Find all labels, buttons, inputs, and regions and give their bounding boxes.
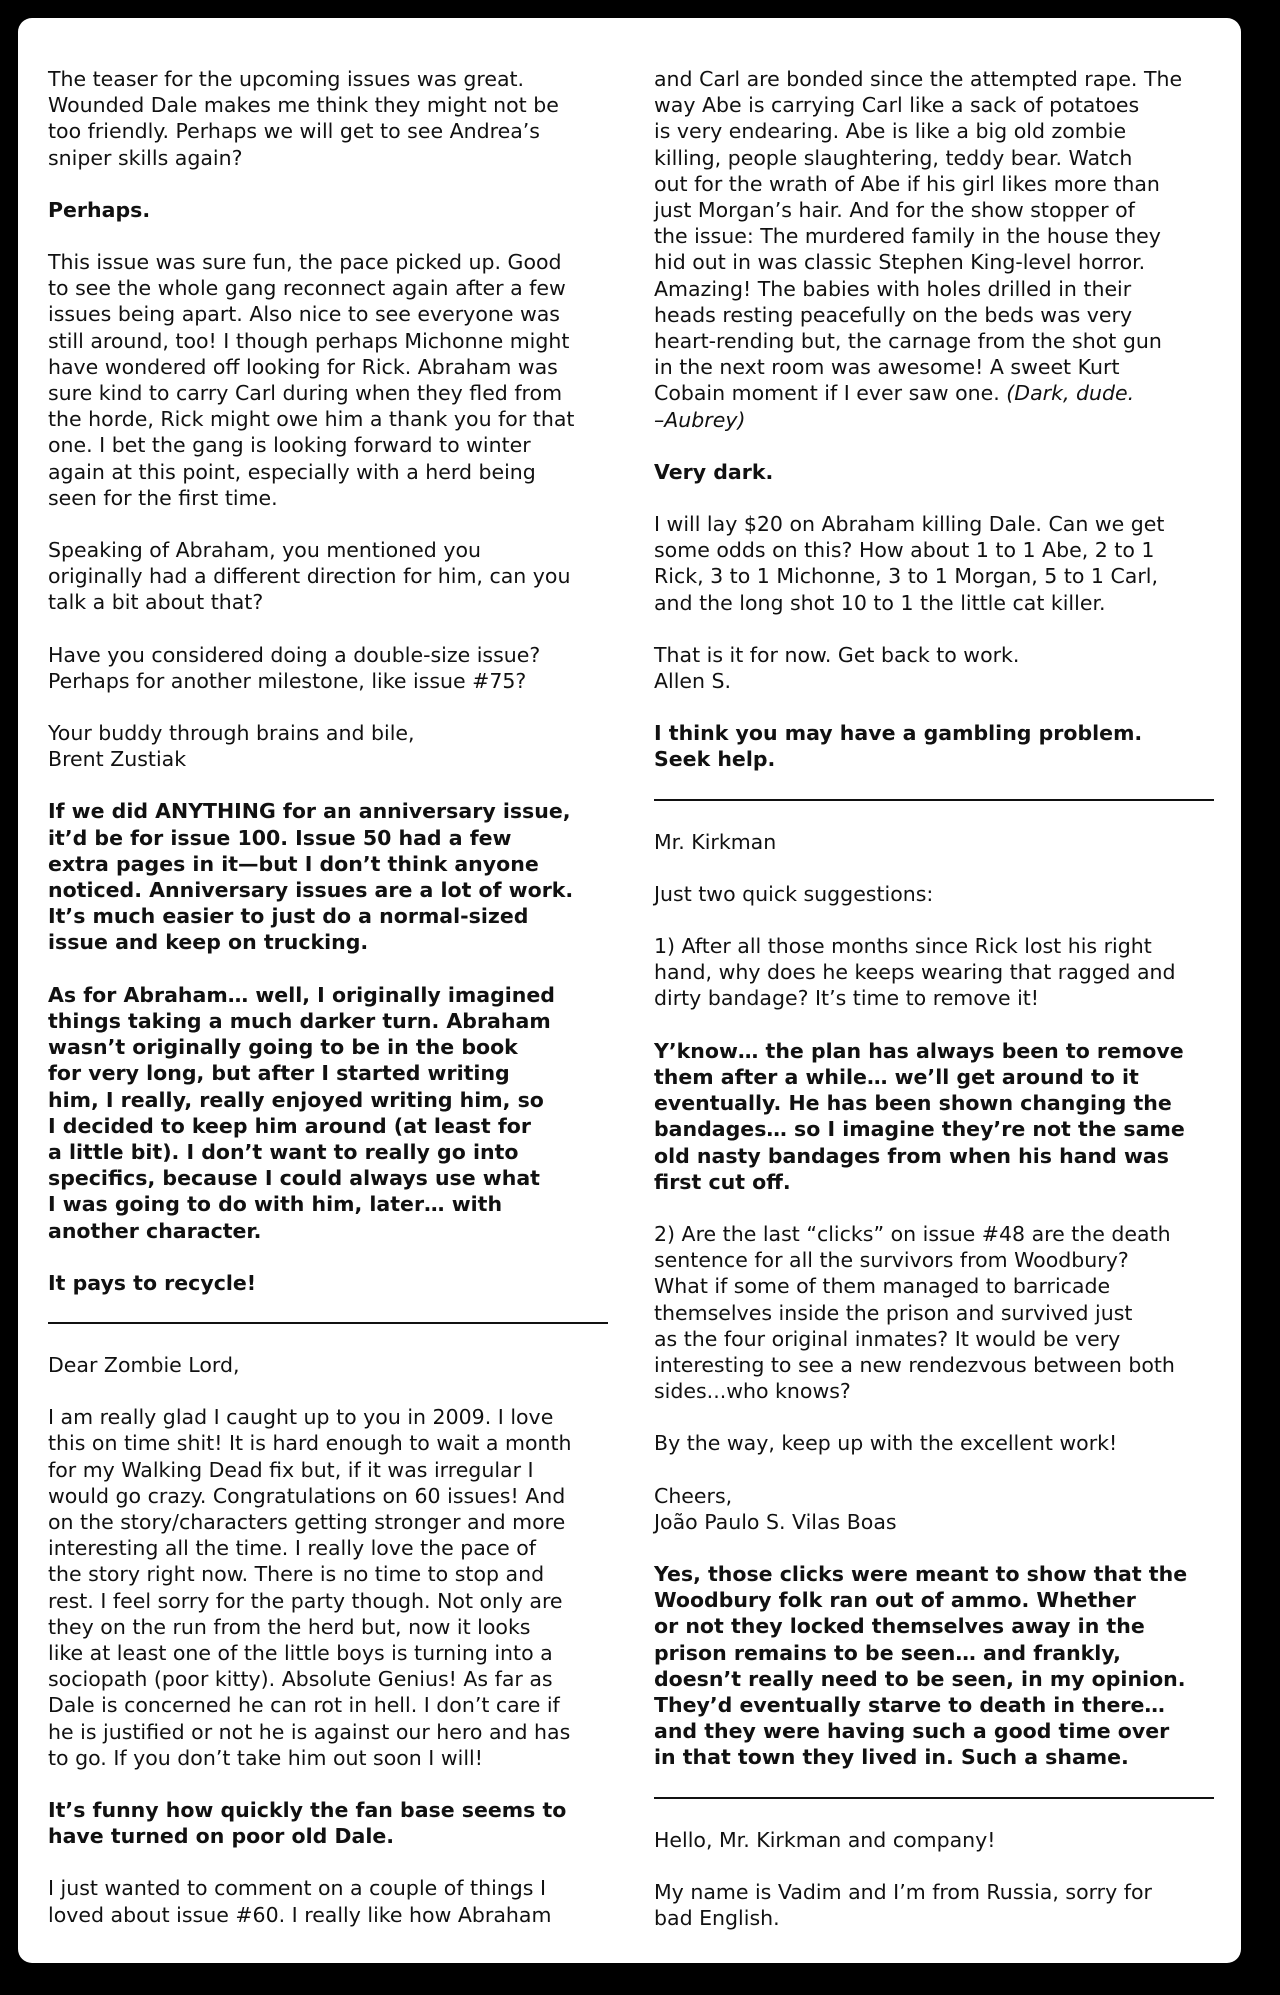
text-line: the horde, Rick might owe him a thank you for that xyxy=(48,407,575,432)
text-line: hid out in was classic Stephen King-level horror. xyxy=(654,250,1146,275)
text-line: the story right now. There is no time to stop and xyxy=(48,1562,545,1587)
text-line: issue and keep on trucking. xyxy=(48,930,369,955)
text-line: I was going to do with him, later… with xyxy=(48,1192,503,1217)
letter-signoff xyxy=(48,720,638,772)
text-line: is very endearing. Abe is like a big old zombie xyxy=(654,119,1127,144)
editor-reply xyxy=(48,1797,638,1849)
text-line: talk a bit about that? xyxy=(48,590,264,615)
text-line: 2) Are the last “clicks” on issue #48 are the death xyxy=(654,1221,1171,1246)
text-line: Perhaps for another milestone, like issue #75? xyxy=(48,668,527,693)
text-line: sniper skills again? xyxy=(48,145,243,170)
text-line: Cobain moment if I ever saw one. xyxy=(654,381,1000,406)
text-line: sociopath (poor kitty). Absolute Genius! As far as xyxy=(48,1667,553,1692)
text-line: sure kind to carry Carl during when they fled from xyxy=(48,381,563,406)
text-line: like at least one of the little boys is turning into a xyxy=(48,1640,553,1665)
text-line: rest. I feel sorry for the party though. Not only are xyxy=(48,1588,563,1613)
text-line: Cheers, xyxy=(654,1483,733,1508)
text-line: prison remains to be seen… and frankly, xyxy=(654,1640,1121,1665)
text-line: way Abe is carrying Carl like a sack of potatoes xyxy=(654,93,1140,118)
text-line: Seek help. xyxy=(654,747,776,772)
editor-reply xyxy=(48,798,638,955)
text-line: eventually. He has been shown changing the xyxy=(654,1091,1172,1116)
editor-reply: Perhaps. xyxy=(48,197,151,222)
text-line: That is it for now. Get back to work. xyxy=(654,642,1020,667)
text-line: they on the run from the herd but, now it looks xyxy=(48,1614,531,1639)
text-line: Woodbury folk ran out of ammo. Whether xyxy=(654,1588,1136,1613)
text-line: them after a while… we’ll get around to it xyxy=(654,1064,1139,1089)
text-line: to go. If you don’t take him out soon I will! xyxy=(48,1745,483,1770)
aside-text-italic: (Dark, dude. xyxy=(1006,381,1135,406)
text-line: sides...who knows? xyxy=(654,1379,851,1404)
text-line: Dale is concerned he can rot in hell. I don’t care if xyxy=(48,1693,560,1718)
text-line: João Paulo S. Vilas Boas xyxy=(654,1509,897,1534)
text-line: bad English. xyxy=(654,1905,780,1930)
text-line: wasn’t originally going to be in the book xyxy=(48,1035,518,1060)
text-line: Your buddy through brains and bile, xyxy=(48,721,415,746)
text-line: heart-rending but, the carnage from the shot gun xyxy=(654,329,1162,354)
aside-text xyxy=(1006,381,1134,405)
text-line: seen for the first time. xyxy=(48,485,278,510)
text-line: killing, people slaughtering, teddy bear. Watch xyxy=(654,145,1133,170)
text-line: on the story/characters getting stronger and more xyxy=(48,1509,566,1534)
text-line: another character. xyxy=(48,1218,262,1243)
letter-greeting: Dear Zombie Lord, xyxy=(48,1352,240,1377)
text-line: Allen S. xyxy=(654,669,732,694)
letter-signoff xyxy=(654,642,1234,694)
text-line: Amazing! The babies with holes drilled in their xyxy=(654,276,1132,301)
text-line: out for the wrath of Abe if his girl likes more than xyxy=(654,171,1160,196)
text-line: extra pages in it—but I don’t think anyone xyxy=(48,851,539,876)
text-line: It’s much easier to just do a normal-sized xyxy=(48,904,529,929)
text-line: originally had a different direction for him, can you xyxy=(48,564,571,589)
letter-divider xyxy=(654,799,1214,801)
letter-divider xyxy=(48,1322,608,1324)
text-line: My name is Vadim and I’m from Russia, sorry for xyxy=(654,1879,1152,1904)
text-line: and Carl are bonded since the attempted rape. The xyxy=(654,67,1183,91)
editor-reply: Very dark. xyxy=(654,459,774,484)
aside-text-italic: –Aubrey) xyxy=(654,407,746,432)
letter-signoff xyxy=(654,1483,1234,1535)
text-line: as the four original inmates? It would be very xyxy=(654,1326,1121,1351)
text-line: for my Walking Dead fix but, if it was irregular I xyxy=(48,1457,534,1482)
text-line: and the long shot 10 to 1 the little cat killer. xyxy=(654,590,1106,615)
letter-greeting: Hello, Mr. Kirkman and company! xyxy=(654,1827,996,1852)
text-line: a little bit). I don’t want to really go into xyxy=(48,1139,519,1164)
text-line: Rick, 3 to 1 Michonne, 3 to 1 Morgan, 5 to 1 Carl, xyxy=(654,564,1158,589)
text-line: first cut off. xyxy=(654,1169,791,1194)
text-line: I will lay $20 on Abraham killing Dale. Can we get xyxy=(654,512,1165,537)
text-line: still around, too! I though perhaps Michonne might xyxy=(48,328,570,353)
text-line: old nasty bandages from when his hand was xyxy=(654,1143,1169,1168)
text-line: for very long, but after I started writing xyxy=(48,1061,510,1086)
text-line: to see the whole gang reconnect again after a few xyxy=(48,276,566,301)
text-line: It’s funny how quickly the fan base seems to xyxy=(48,1797,567,1822)
text-line: specifics, because I could always use what xyxy=(48,1166,540,1191)
text-line: things taking a much darker turn. Abraham xyxy=(48,1008,551,1033)
letter-paragraph xyxy=(654,1879,1234,1931)
text-line: I am really glad I caught up to you in 2009. I love xyxy=(48,1405,554,1430)
letter-paragraph xyxy=(654,66,1234,433)
text-line: hand, why does he keeps wearing that ragged and xyxy=(654,960,1176,985)
text-line: in that town they lived in. Such a shame. xyxy=(654,1745,1129,1770)
letter-paragraph xyxy=(48,1404,638,1771)
text-line: loved about issue #60. I really like how Abraham xyxy=(48,1902,552,1927)
text-line: the issue: The murdered family in the house they xyxy=(654,224,1161,249)
letter-paragraph xyxy=(48,537,638,616)
text-line: it’d be for issue 100. Issue 50 had a few xyxy=(48,825,512,850)
text-line: sentence for all the survivors from Woodbury? xyxy=(654,1248,1129,1273)
editor-reply xyxy=(654,720,1234,772)
editor-reply: It pays to recycle! xyxy=(48,1270,257,1295)
left-column xyxy=(48,66,638,1954)
text-line: themselves inside the prison and survived just xyxy=(654,1300,1133,1325)
letter-paragraph: By the way, keep up with the excellent work! xyxy=(654,1431,1118,1456)
text-line: bandages… so I imagine they’re not the same xyxy=(654,1117,1185,1142)
text-line: If we did ANYTHING for an anniversary issue, xyxy=(48,799,571,824)
text-line: one. I bet the gang is looking forward to winter xyxy=(48,433,531,458)
text-line: this on time shit! It is hard enough to wait a month xyxy=(48,1431,572,1456)
text-line: doesn’t really need to be seen, in my opinion. xyxy=(654,1666,1186,1691)
letter-paragraph xyxy=(48,1875,638,1927)
text-line: again at this point, especially with a herd being xyxy=(48,459,536,484)
text-line: he is justified or not he is against our hero and has xyxy=(48,1719,571,1744)
text-line: The teaser for the upcoming issues was great. xyxy=(48,67,525,91)
text-line: Have you considered doing a double-size issue? xyxy=(48,642,541,667)
text-line: I decided to keep him around (at least for xyxy=(48,1113,531,1138)
text-line: Yes, those clicks were meant to show that the xyxy=(654,1561,1188,1586)
letter-paragraph xyxy=(654,511,1234,616)
text-line: have turned on poor old Dale. xyxy=(48,1824,395,1849)
text-line: What if some of them managed to barricade xyxy=(654,1274,1111,1299)
text-line: and they were having such a good time over xyxy=(654,1719,1170,1744)
editor-reply xyxy=(48,982,638,1244)
text-line: issues being apart. Also nice to see everyone was xyxy=(48,302,560,327)
text-line: Speaking of Abraham, you mentioned you xyxy=(48,538,481,563)
letter-divider xyxy=(654,1797,1214,1799)
right-column xyxy=(654,66,1234,1957)
text-line: noticed. Anniversary issues are a lot of work. xyxy=(48,878,574,903)
editor-reply xyxy=(654,1561,1234,1771)
text-line: heads resting peacefully on the beds was very xyxy=(654,302,1133,327)
editor-reply xyxy=(654,1038,1234,1195)
text-line: interesting to see a new rendezvous between both xyxy=(654,1352,1175,1377)
text-line: him, I really, really enjoyed writing him, so xyxy=(48,1087,544,1112)
text-line: Brent Zustiak xyxy=(48,747,187,772)
text-line: 1) After all those months since Rick lost his right xyxy=(654,934,1152,959)
text-line: Wounded Dale makes me think they might not be xyxy=(48,93,559,118)
letter-paragraph xyxy=(48,642,638,694)
text-line: just Morgan’s hair. And for the show stopper of xyxy=(654,198,1135,223)
letter-greeting: Mr. Kirkman xyxy=(654,829,777,854)
text-line: As for Abraham… well, I originally imagined xyxy=(48,982,555,1007)
text-line: Y’know… the plan has always been to remove xyxy=(654,1038,1184,1063)
text-line: interesting all the time. I really love the pace of xyxy=(48,1536,536,1561)
text-line: would go crazy. Congratulations on 60 issues! And xyxy=(48,1483,566,1508)
text-line: dirty bandage? It’s time to remove it! xyxy=(654,986,1040,1011)
text-line: This issue was sure fun, the pace picked up. Good xyxy=(48,250,562,275)
text-line: in the next room was awesome! A sweet Kurt xyxy=(654,355,1120,380)
letters-page xyxy=(18,18,1241,1963)
letter-paragraph xyxy=(654,933,1234,1012)
letter-paragraph xyxy=(48,249,638,511)
text-line: I think you may have a gambling problem. xyxy=(654,721,1143,746)
letter-paragraph xyxy=(654,1221,1234,1404)
text-line: They’d eventually starve to death in there… xyxy=(654,1692,1165,1717)
text-line: too friendly. Perhaps we will get to see Andrea’s xyxy=(48,119,540,144)
text-line: I just wanted to comment on a couple of things I xyxy=(48,1876,547,1901)
text-line: some odds on this? How about 1 to 1 Abe, 2 to 1 xyxy=(654,538,1155,563)
text-line: have wondered off looking for Rick. Abraham was xyxy=(48,354,558,379)
letter-paragraph xyxy=(48,66,638,171)
text-line: or not they locked themselves away in the xyxy=(654,1614,1145,1639)
letter-paragraph: Just two quick suggestions: xyxy=(654,881,934,906)
